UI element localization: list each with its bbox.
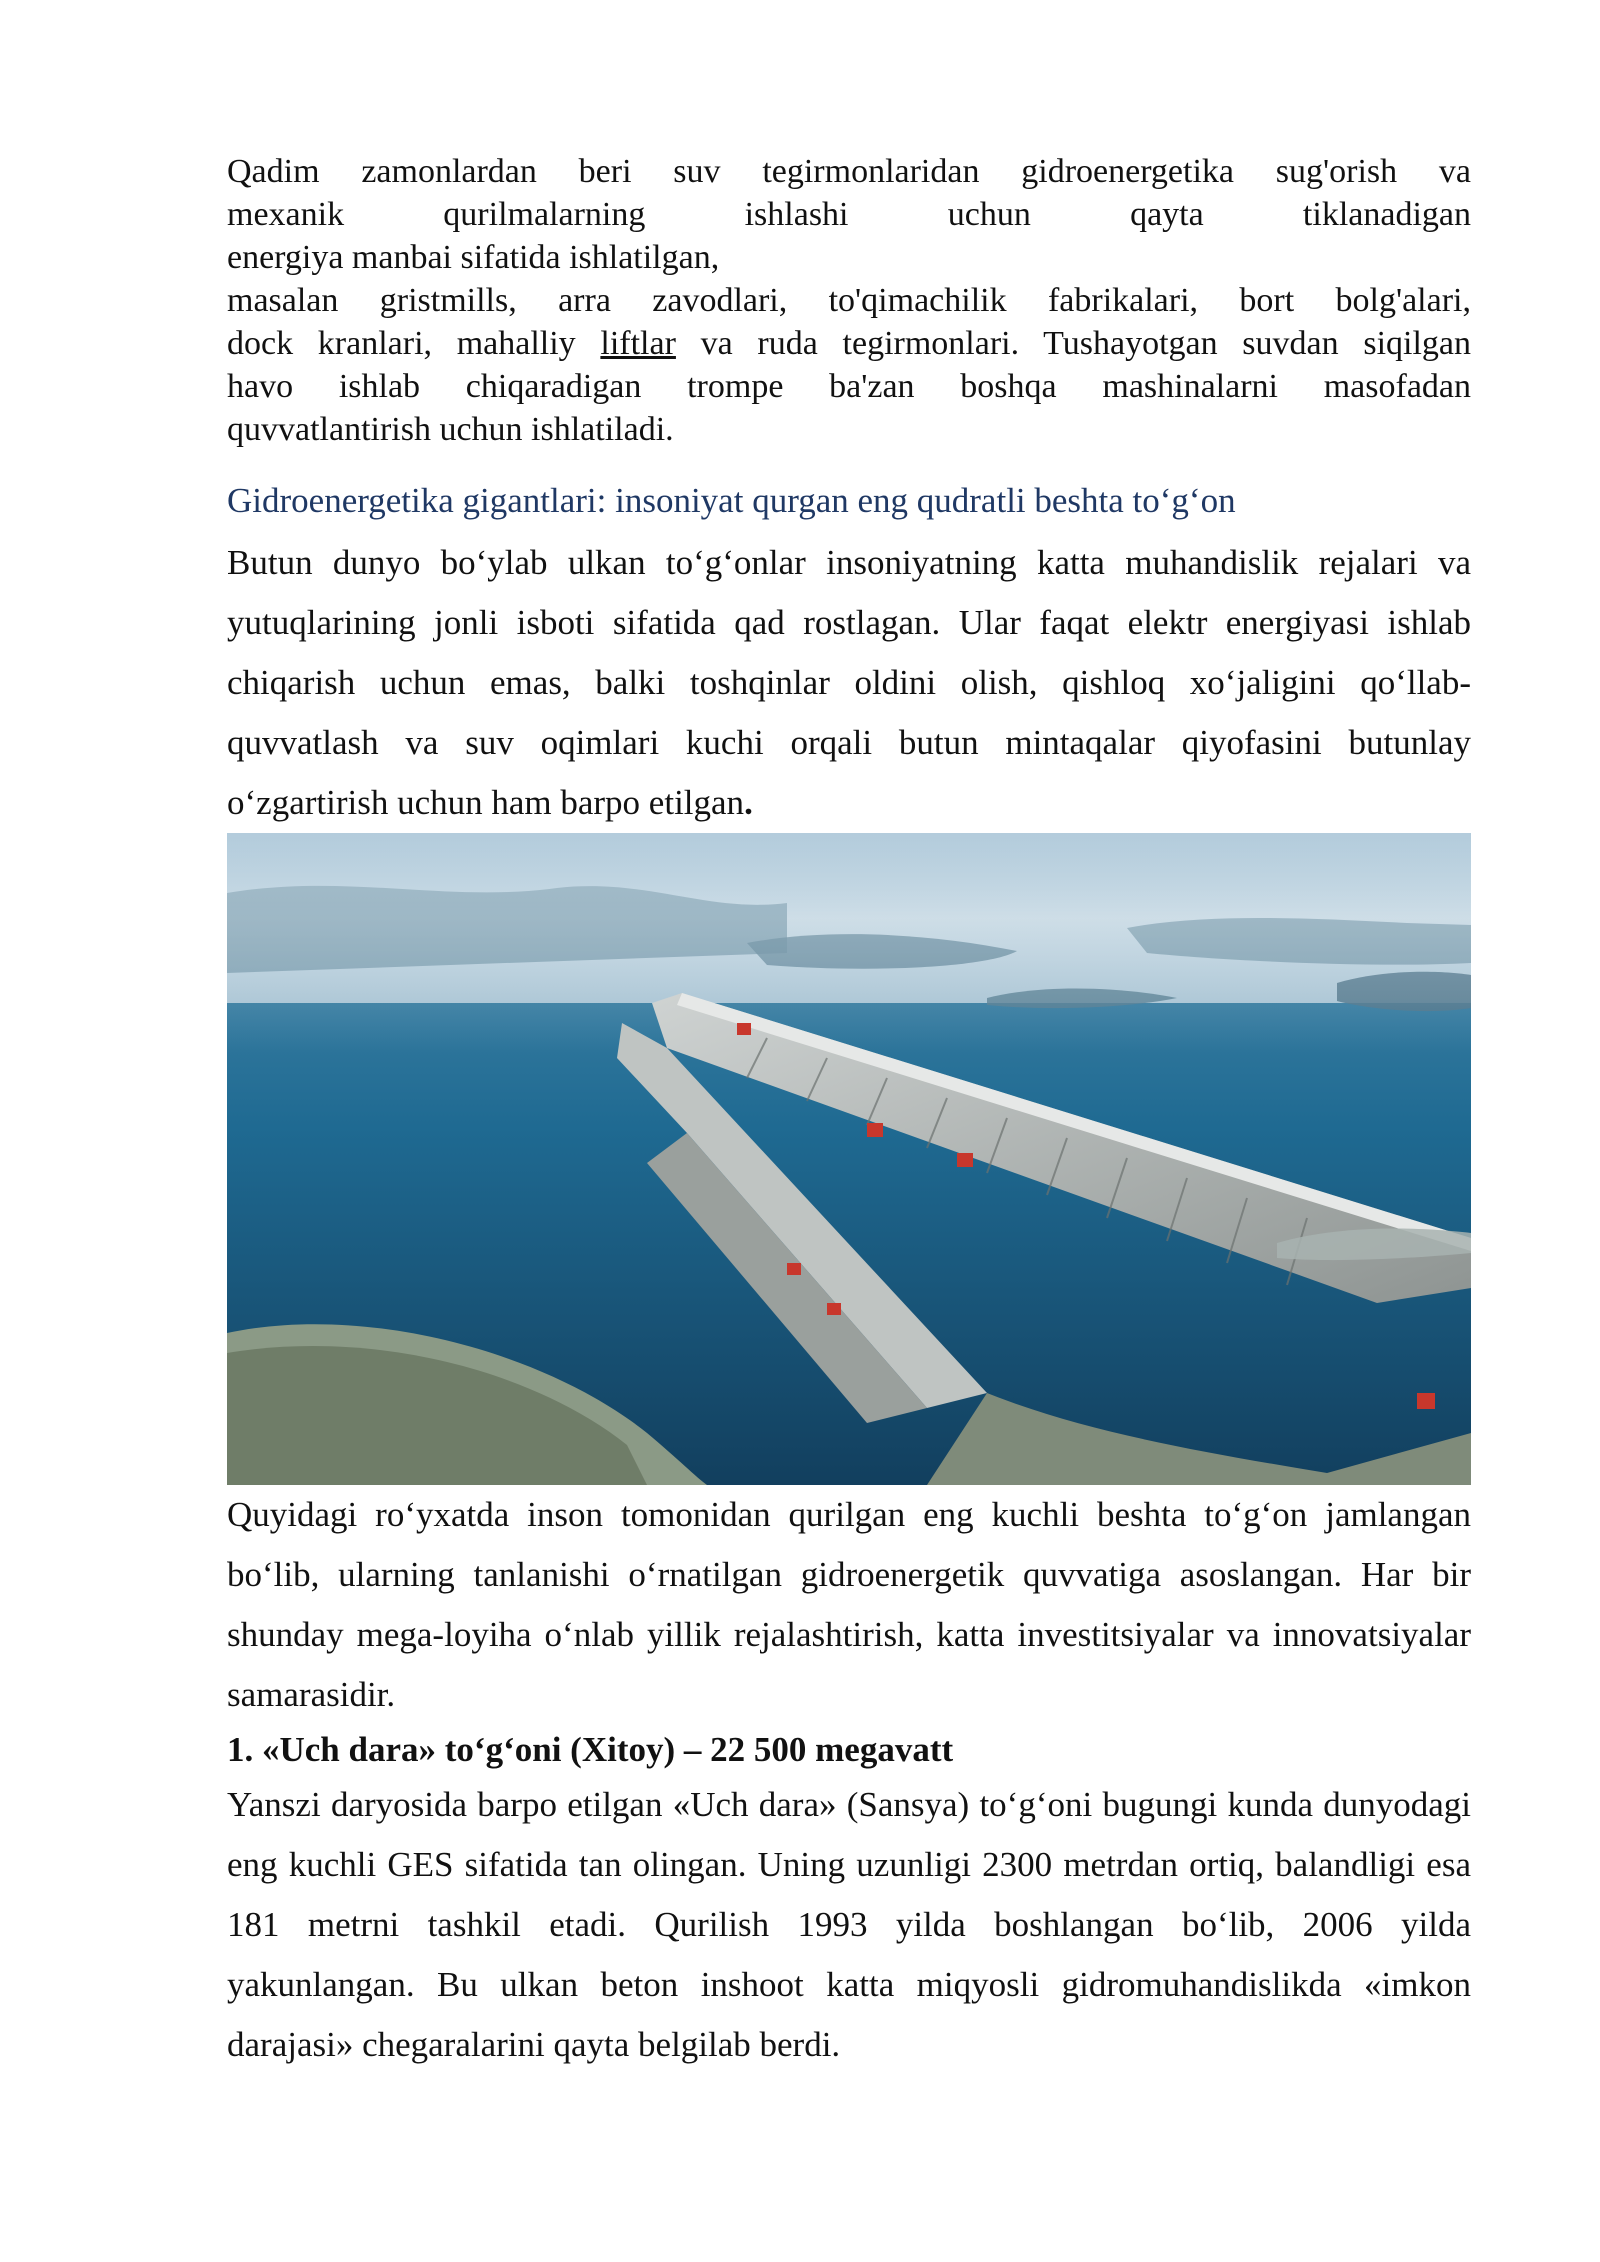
- intro-line: [227, 322, 1471, 365]
- page-content: [227, 150, 1471, 2075]
- dam-photo: [227, 833, 1471, 1485]
- intro-line: havo ishlab chiqaradigan trompe ba'zan boshqa mashinalarni masofadan: [227, 368, 1471, 405]
- article-heading: Gidroenergetika gigantlari: insoniyat qurgan eng qudratli beshta to‘g‘on: [227, 481, 1236, 520]
- liftlar-link[interactable]: liftlar: [600, 325, 676, 362]
- paragraph-text: Butun dunyo bo‘ylab ulkan to‘g‘onlar insoniyatning katta muhandislik rejalari va yutuqlarining jonli isboti sifatida qad rostlagan. Ular faqat elektr energiyasi ishlab chiqarish uchun emas, balki toshqinlar oldini olish, qishloq xo‘jaligini qo‘llab-quvvatlash va suv oqimlari kuchi orqali butun mintaqalar qiyofasini butunlay o‘zgartirish uchun ham barpo etilgan: [227, 543, 1471, 822]
- intro-text: dock kranlari, mahalliy: [227, 325, 601, 362]
- three-gorges-dam-image: [227, 833, 1471, 1485]
- intro-paragraph: [227, 150, 1471, 451]
- paragraph-list-intro: Quyidagi ro‘yxatda inson tomonidan qurilgan eng kuchli beshta to‘g‘on jamlangan bo‘lib, ularning tanlanishi o‘rnatilgan gidroenergetik quvvatiga asoslangan. Har bir shunday mega-loyiha o‘nlab yillik rejalashtirish, katta investitsiyalar va innovatsiyalar samarasidir.: [227, 1495, 1471, 1714]
- intro-line: quvvatlantirish uchun ishlatiladi.: [227, 411, 674, 448]
- paragraph-intro-dams: [227, 533, 1471, 833]
- paragraph-three-gorges: Yanszi daryosida barpo etilgan «Uch dara» (Sansya) to‘g‘oni bugungi kunda dunyodagi eng kuchli GES sifatida tan olingan. Uning uzunligi 2300 metrdan ortiq, balandligi esa 181 metrni tashkil etadi. Qurilish 1993 yilda boshlangan bo‘lib, 2006 yilda yakunlangan. Bu ulkan beton inshoot katta miqyosli gidromuhandislikda «imkon darajasi» chegaralarini qayta belgilab berdi.: [227, 1785, 1471, 2064]
- intro-text: va ruda tegirmonlari. Tushayotgan suvdan siqilgan: [675, 325, 1471, 362]
- section-title-three-gorges: 1. «Uch dara» to‘g‘oni (Xitoy) – 22 500 megavatt: [227, 1730, 954, 1769]
- intro-line: energiya manbai sifatida ishlatilgan,: [227, 239, 720, 276]
- intro-line: masalan gristmills, arra zavodlari, to'qimachilik fabrikalari, bort bolg'alari,: [227, 282, 1471, 319]
- intro-line: Qadim zamonlardan beri suv tegirmonlaridan gidroenergetika sug'orish va: [227, 153, 1471, 190]
- paragraph-end-mark: .: [744, 783, 753, 822]
- intro-line: mexanik qurilmalarning ishlashi uchun qayta tiklanadigan: [227, 196, 1471, 233]
